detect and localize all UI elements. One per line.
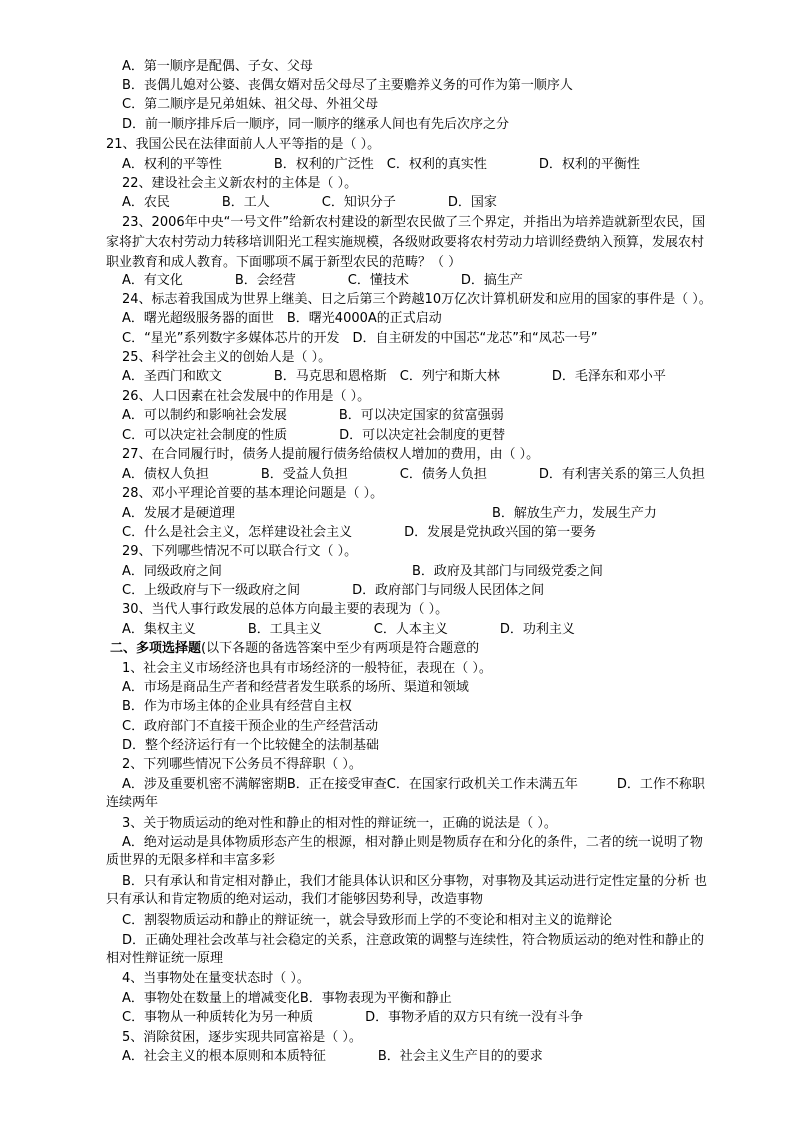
option-line: D．前一顺序排斥后一顺序，同一顺序的继承人间也有先后次序之分 [122, 117, 510, 132]
question-line: 4、当事物处在量变状态时（ ）。 [122, 971, 310, 986]
question-line: 29、下列哪些情况不可以联合行文（ ）。 [122, 544, 358, 559]
option-line: B．政府及其部门与同级党委之间 [412, 564, 603, 579]
option-line: A．第一顺序是配偶、子女、父母 [122, 59, 313, 74]
section-heading [110, 640, 479, 658]
question-line: 24、标志着我国成为世界上继美、日之后第三个跨越10万亿次计算机研发和应用的国家的事件是（ ）。 [122, 292, 712, 307]
option-line: C．“星光”系列数字多媒体芯片的开发 D．自主研发的中国芯“龙芯”和“凤芯一号” [122, 331, 598, 346]
option-line: A．同级政府之间 [122, 564, 222, 579]
option-line: A．曙光超级服务器的面世 B．曙光4000A的正式启动 [122, 311, 442, 326]
question-line: 2、下列哪些情况下公务员不得辞职（ ）。 [122, 757, 362, 772]
question-line: 1、社会主义市场经济也具有市场经济的一般特征，表现在（ ）。 [122, 661, 492, 676]
question-line: 22、建设社会主义新农村的主体是（ ）。 [122, 176, 358, 191]
option-line: C．事物从一种质转化为另一种质 D．事物矛盾的双方只有统一没有斗争 [122, 1010, 584, 1025]
option-line: A．圣西门和欧文 B．马克思和恩格斯 C．列宁和斯大林 D．毛泽东和邓小平 [122, 369, 666, 384]
option-line: A．社会主义的根本原则和本质特征 B．社会主义生产目的的要求 [122, 1049, 543, 1064]
option-line: C．第二顺序是兄弟姐妹、祖父母、外祖父母 [122, 97, 379, 112]
option-line: A．发展才是硬道理 [122, 506, 235, 521]
option-line: D．整个经济运行有一个比较健全的法制基础 [122, 738, 380, 753]
option-line: A．市场是商品生产者和经营者发生联系的场所、渠道和领域 [122, 680, 469, 695]
option-line: A．有文化 B．会经营 C．懂技术 D．搞生产 [122, 273, 523, 288]
option-line: B．丧偶儿媳对公婆、丧偶女婿对岳父母尽了主要赡养义务的可作为第一顺序人 [122, 78, 573, 93]
question-line: 21、我国公民在法律面前人人平等指的是（ ）。 [106, 137, 381, 152]
option-paragraph: B．只有承认和肯定相对静止，我们才能具体认识和区分事物，对事物及其运动进行定性定量的分析 也只有承认和肯定物质的绝对运动，我们才能够因势利导，改造事物 [106, 874, 708, 907]
option-line: C．上级政府与下一级政府之间 D．政府部门与同级人民团体之间 [122, 583, 545, 598]
option-line: A．事物处在数量上的增减变化B．事物表现为平衡和静止 [122, 991, 452, 1006]
option-line: A．集权主义 B．工具主义 C．人本主义 D．功利主义 [122, 622, 575, 637]
question-line: 5、消除贫困，逐步实现共同富裕是（ ）。 [122, 1030, 362, 1045]
option-line: A．权利的平等性 B．权利的广泛性 C．权利的真实性 D．权利的平衡性 [122, 157, 640, 172]
option-line: B．解放生产力，发展生产力 [492, 506, 657, 521]
option-line: A．农民 B．工人 C．知识分子 D．国家 [122, 195, 497, 210]
question-line: 26、人口因素在社会发展中的作用是（ ）。 [122, 389, 371, 404]
question-line: 25、科学社会主义的创始人是（ ）。 [122, 350, 332, 365]
option-line: C．可以决定社会制度的性质 D．可以决定社会制度的更替 [122, 428, 506, 443]
question-line: 28、邓小平理论首要的基本理论问题是（ ）。 [122, 486, 384, 501]
option-paragraph: A．涉及重要机密不满解密期B．正在接受审查C．在国家行政机关工作未满五年 D．工作不称职连续两年 [106, 777, 705, 810]
section-heading-note: (以下各题的备选答案中至少有两项是符合题意的 [201, 641, 480, 656]
option-paragraph: D．正确处理社会改革与社会稳定的关系，注意政策的调整与连续性，符合物质运动的绝对性和静止的相对性辩证统一原理 [106, 933, 705, 966]
option-line: C．政府部门不直接干预企业的生产经营活动 [122, 719, 379, 734]
option-line: A．债权人负担 B．受益人负担 C．债务人负担 D．有利害关系的第三人负担 [122, 467, 705, 482]
question-paragraph: 23、2006年中央“一号文件”给新农村建设的新型农民做了三个界定，并指出为培养造就新型农民，国家将扩大农村劳动力转移培训阳光工程实施规模，各级财政要将农村劳动力培训经费纳入预算，发展农村职业教育和成人教育。下面哪项不属于新型农民的范畴？（ ） [106, 215, 706, 270]
option-paragraph: A．绝对运动是具体物质形态产生的根源，相对静止则是物质存在和分化的条件，二者的统一说明了物质世界的无限多样和丰富多彩 [106, 835, 703, 868]
section-heading-title: 二、多项选择题 [110, 641, 202, 656]
question-line: 27、在合同履行时，债务人提前履行债务给债权人增加的费用，由（ ）。 [122, 447, 540, 462]
option-line: C．什么是社会主义，怎样建设社会主义 D．发展是党执政兴国的第一要务 [122, 525, 597, 540]
question-line: 30、当代人事行政发展的总体方向最主要的表现为（ ）。 [122, 602, 449, 617]
option-line: A．可以制约和影响社会发展 B．可以决定国家的贫富强弱 [122, 408, 504, 423]
option-line: B．作为市场主体的企业具有经营自主权 [122, 699, 352, 714]
option-line: C．割裂物质运动和静止的辩证统一，就会导致形而上学的不变论和相对主义的诡辩论 [122, 913, 613, 928]
question-line: 3、关于物质运动的绝对性和静止的相对性的辩证统一，正确的说法是（ ）。 [122, 816, 557, 831]
